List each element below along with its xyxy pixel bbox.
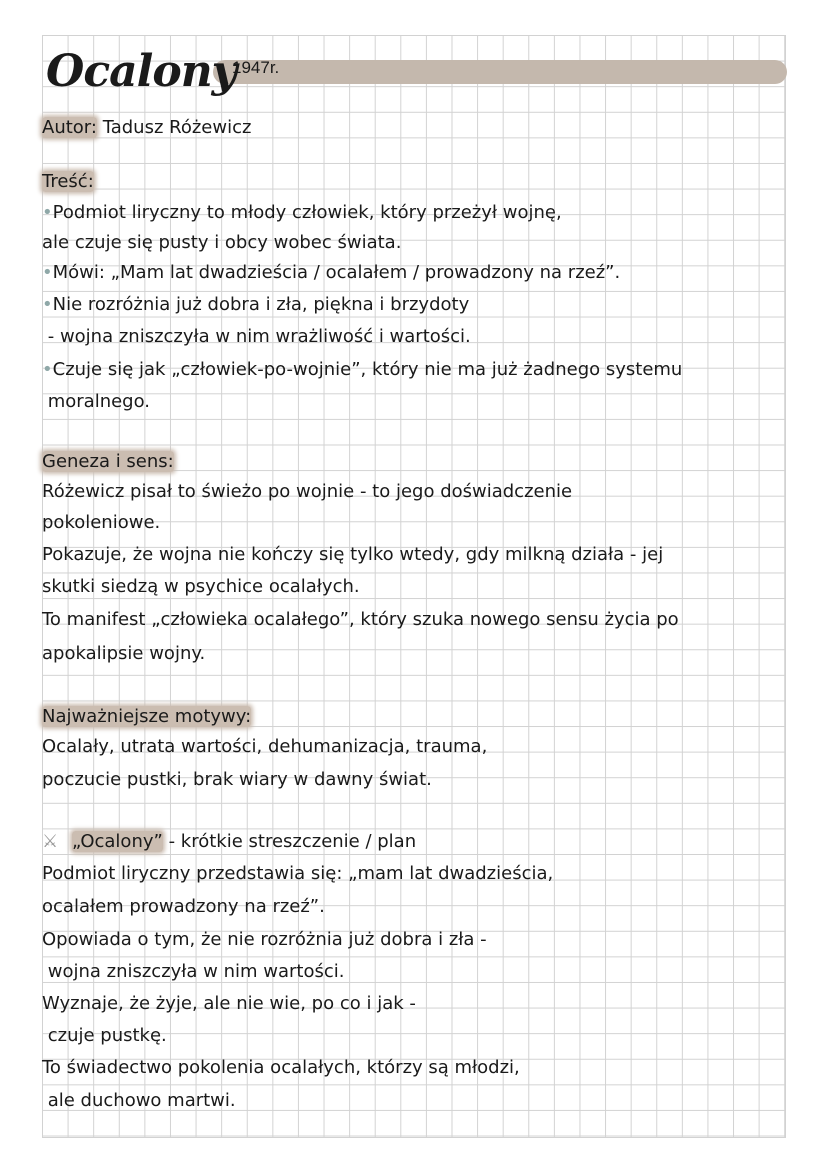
crossed-swords-icon: ⚔ (42, 831, 59, 852)
geneza-heading-text: Geneza i sens: (42, 451, 174, 472)
geneza-line: Pokazuje, że wojna nie kończy się tylko wtedy, gdy milkną działa - jej (42, 544, 664, 565)
tresc-line (42, 202, 562, 224)
tresc-line (42, 359, 682, 381)
author-value: Tadusz Różewicz (102, 117, 252, 138)
plan-line: To świadectwo pokolenia ocalałych, którzy są młodzi, (42, 1057, 520, 1078)
motywy-heading-text: Najważniejsze motywy: (42, 706, 252, 727)
text: Podmiot liryczny to młody człowiek, który przeżył wojnę, (52, 202, 562, 223)
text: Nie rozróżnia już dobra i zła, piękna i brzydoty (52, 294, 470, 315)
tresc-line (42, 262, 620, 284)
plan-line: Opowiada o tym, że nie rozróżnia już dobra i zła - (42, 929, 487, 950)
text: Mówi: „Mam lat dwadzieścia / ocalałem / prowadzony na rzeź”. (52, 262, 621, 283)
author-line (42, 117, 251, 139)
author-label: Autor: (42, 117, 97, 138)
plan-heading (42, 831, 416, 853)
tresc-line: - wojna zniszczyła w nim wrażliwość i wartości. (42, 326, 471, 347)
plan-line: Wyznaje, że żyje, ale nie wie, po co i jak - (42, 993, 416, 1014)
plan-line: czuje pustkę. (42, 1025, 167, 1046)
geneza-line: Różewicz pisał to świeżo po wojnie - to jego doświadczenie (42, 481, 573, 502)
motywy-line: poczucie pustki, brak wiary w dawny świat. (42, 769, 432, 790)
tresc-line: ale czuje się pusty i obcy wobec świata. (42, 232, 402, 253)
text: Czuje się jak „człowiek-po-wojnie”, który nie ma już żadnego systemu (52, 359, 683, 380)
geneza-heading (42, 451, 174, 473)
plan-heading-rest: - krótkie streszczenie / plan (162, 831, 417, 852)
tresc-heading-text: Treść: (42, 171, 94, 192)
geneza-line: pokoleniowe. (42, 512, 161, 533)
motywy-line: Ocalały, utrata wartości, dehumanizacja, trauma, (42, 736, 488, 757)
tresc-line: moralnego. (42, 391, 151, 412)
plan-line: Podmiot liryczny przedstawia się: „mam lat dwadzieścia, (42, 863, 554, 884)
geneza-line: skutki siedzą w psychice ocalałych. (42, 576, 360, 597)
plan-line: ocalałem prowadzony na rzeź”. (42, 896, 325, 917)
page-title: Ocalony (46, 46, 237, 97)
geneza-line: To manifest „człowieka ocalałego”, który szuka nowego sensu życia po (42, 609, 679, 630)
bullet-icon: • (42, 294, 53, 315)
bullet-icon: • (42, 202, 53, 223)
plan-heading-highlight: „Ocalony” (72, 831, 163, 852)
bullet-icon: • (42, 262, 53, 283)
motywy-heading (42, 706, 251, 728)
tresc-line (42, 294, 469, 316)
year: 1947r. (232, 58, 280, 77)
bullet-icon: • (42, 359, 53, 380)
plan-line: ale duchowo martwi. (42, 1090, 236, 1111)
geneza-line: apokalipsie wojny. (42, 643, 206, 664)
title-highlight-bar (213, 60, 787, 84)
tresc-heading (42, 171, 94, 193)
plan-line: wojna zniszczyła w nim wartości. (42, 961, 345, 982)
